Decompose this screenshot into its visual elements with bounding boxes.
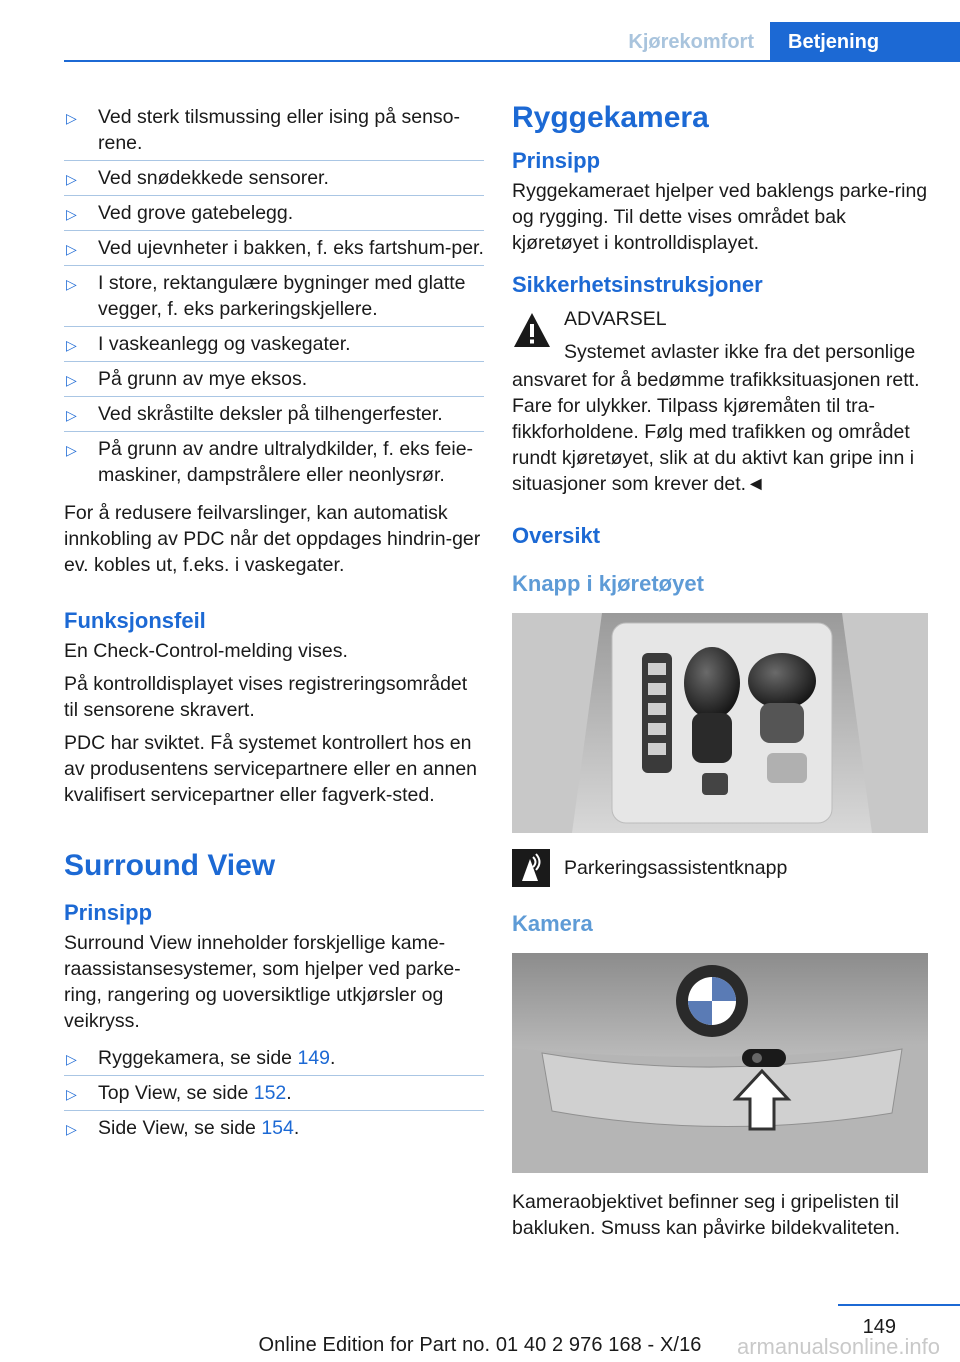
surround-view-heading: Surround View: [64, 849, 276, 882]
parking-assist-button-icon: [512, 849, 550, 887]
edition-text: Online Edition for Part no. 01 40 2 976 168 - X/16: [258, 1334, 702, 1356]
rear-camera-heading: Ryggekamera: [512, 101, 709, 134]
list-item: ▷ Ryggekamera, se side 149.: [64, 1041, 484, 1076]
surround-principle-heading: Prinsipp: [64, 900, 153, 925]
triangle-bullet-icon: ▷: [66, 407, 77, 423]
malfunction-text-3: PDC har sviktet. Få systemet kontrollert hos en av produsentens servicepartnere eller en annen kvalifisert servicepartner eller fagverk-sted.: [64, 732, 478, 806]
warning-block: [512, 306, 928, 365]
rear-camera-principle-text: Ryggekameraet hjelper ved baklengs parke-ring og rygging. Til dette vises området bak kjøretøyet i kontrolldisplayet.: [512, 180, 928, 254]
camera-caption: Kameraobjektivet befinner seg i gripelisten til bakluken. Smuss kan påvirke bildekvaliteten.: [512, 1191, 901, 1239]
limitations-list: [64, 100, 484, 492]
parking-assist-row: [512, 849, 928, 887]
page-link[interactable]: 149: [297, 1047, 330, 1069]
right-column: [512, 100, 928, 1248]
triangle-bullet-icon: ▷: [66, 1121, 77, 1137]
center-console-photo: [512, 613, 928, 833]
list-item: ▷ Top View, se side 152.: [64, 1076, 484, 1111]
reduce-warnings-text: For å redusere feilvarslinger, kan automatisk innkobling av PDC når det oppdages hindrin-ger ev. kobles ut, f.eks. i vaskegater.: [64, 502, 481, 576]
safety-heading: Sikkerhetsinstruksjoner: [512, 272, 763, 297]
list-item: ▷ Ved snødekkede sensorer.: [64, 161, 484, 196]
camera-heading: Kamera: [512, 911, 593, 936]
triangle-bullet-icon: ▷: [66, 1086, 77, 1102]
page-link[interactable]: 152: [253, 1082, 287, 1104]
warning-text: ansvaret for å bedømme trafikksituasjonen rett. Fare for ulykker. Tilpass kjøremåten til tra-fikkforholdene. Følg med trafikken og området rundt kjøretøyet, slik at du aktivt kan gripe inn i situasjoner som krever det.◄: [512, 369, 920, 495]
list-item: ▷ I store, rektangulære bygninger med glatte vegger, f. eks parkeringskjellere.: [64, 266, 484, 327]
triangle-bullet-icon: ▷: [66, 241, 77, 257]
center-console-illustration: [512, 613, 928, 833]
footer-divider: [838, 1304, 960, 1306]
triangle-bullet-icon: ▷: [66, 110, 77, 126]
triangle-bullet-icon: ▷: [66, 337, 77, 353]
list-item: ▷ Ved grove gatebelegg.: [64, 196, 484, 231]
header-divider: [64, 60, 960, 62]
list-item: ▷ På grunn av mye eksos.: [64, 362, 484, 397]
rear-camera-principle-heading: Prinsipp: [512, 148, 601, 173]
section-label: Kjørekomfort: [612, 22, 770, 62]
list-item: ▷ Ved skråstilte deksler på tilhengerfester.: [64, 397, 484, 432]
triangle-bullet-icon: ▷: [66, 276, 77, 292]
list-item: ▷ På grunn av andre ultralydkilder, f. eks feie-maskiner, dampstrålere eller neonlysrør.: [66, 438, 474, 486]
chapter-tab: Betjening: [770, 22, 960, 62]
button-in-vehicle-heading: Knapp i kjøretøyet: [512, 571, 704, 596]
watermark: armanualsonline.info: [736, 1334, 940, 1359]
reference-list: [64, 1041, 484, 1145]
warning-triangle-icon: [512, 310, 552, 350]
malfunction-text-1: En Check-Control-melding vises.: [64, 640, 348, 662]
surround-principle-text: Surround View inneholder forskjellige kame-raassistansesystemer, som hjelper ved parke-ring, rangering og uoversiktlige utkjørsler og veikryss.: [64, 932, 461, 1032]
tailgate-camera-photo: [512, 953, 928, 1173]
list-item: ▷ I vaskeanlegg og vaskegater.: [64, 327, 484, 362]
parking-assist-caption: Parkeringsassistentknapp: [564, 857, 788, 879]
warning-label: ADVARSEL: [564, 308, 667, 330]
triangle-bullet-icon: ▷: [66, 171, 77, 187]
list-item: ▷ Ved ujevnheter i bakken, f. eks fartshum-per.: [64, 231, 484, 266]
triangle-bullet-icon: ▷: [66, 206, 77, 222]
malfunction-text-2: På kontrolldisplayet vises registreringsområdet til sensorene skravert.: [64, 673, 468, 721]
list-item: ▷ Side View, se side 154.: [64, 1111, 484, 1145]
warning-first-line: Systemet avlaster ikke fra det personlige: [564, 341, 916, 363]
triangle-bullet-icon: ▷: [66, 1051, 77, 1067]
page-header: [612, 22, 960, 62]
overview-heading: Oversikt: [512, 523, 601, 548]
triangle-bullet-icon: ▷: [66, 442, 77, 458]
tailgate-camera-illustration: [512, 953, 928, 1173]
page-number: 149: [862, 1316, 896, 1338]
list-item: ▷ Ved sterk tilsmussing eller ising på senso-rene.: [64, 100, 484, 161]
page-link[interactable]: 154: [261, 1117, 294, 1139]
triangle-bullet-icon: ▷: [66, 372, 77, 388]
malfunction-heading: Funksjonsfeil: [64, 608, 206, 633]
left-column: [64, 100, 484, 1153]
